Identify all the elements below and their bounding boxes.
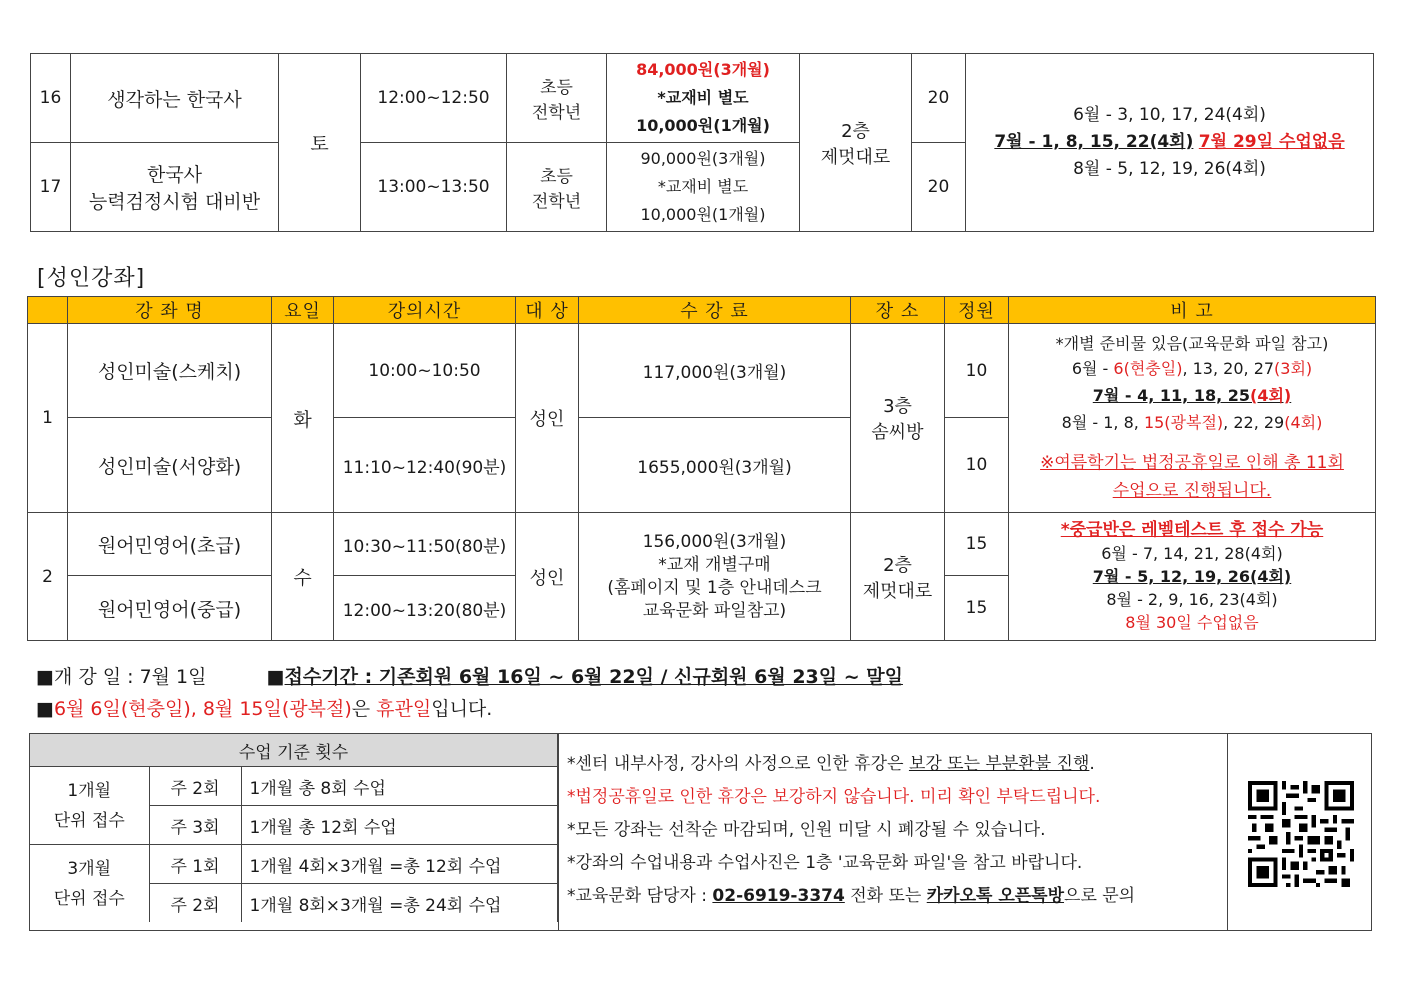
label-line: 1개월 [67,780,112,801]
count-desc: 1개월 총 12회 수업 [241,806,558,845]
frequency: 주 2회 [149,767,241,806]
contact-phone[interactable]: 02-6919-3374 [712,886,845,906]
course-time: 12:00~12:50 [361,54,507,143]
fee-line: 84,000원(3개월) [636,60,770,79]
fee-line: *교재비 별도 [657,177,749,196]
place-line: 2층 [883,554,912,576]
note-june-holiday: 6(현충일) [1113,359,1183,378]
note-line: 6월 - 3, 10, 17, 24(4회) [1073,105,1266,125]
note-line: 6월 - 7, 14, 21, 28(4회) [1101,544,1283,563]
youth-course-table [30,53,1374,232]
fee-line: 10,000원(1개월) [636,116,770,135]
info-box [29,733,1372,931]
course-day: 수 [272,513,334,641]
course-note [1009,513,1376,641]
course-capacity: 20 [912,54,966,143]
target-line: 전학년 [531,103,582,123]
header-cell: 강 좌 명 [68,297,272,324]
header-cell: 요일 [272,297,334,324]
class-count-title: 수업 기준 횟수 [30,734,558,767]
note-line: 수업으로 진행됩니다. [1112,481,1272,501]
notice-block [36,661,903,725]
note-august-count: (4회) [1284,413,1323,432]
table-row [30,767,558,806]
fee-line: *교재 개별구매 [658,554,771,575]
course-target [507,143,607,232]
fee-line: 교육문화 파일참고) [642,600,787,621]
table-row [28,513,1376,576]
course-target: 성인 [516,513,579,641]
note-line [970,129,1369,156]
course-fee: 1655,000원(3개월) [579,418,851,513]
note-line: ※여름학기는 법정공휴일로 인해 총 11회 [1040,453,1344,473]
guide-line: *법정공휴일로 인한 휴강은 보강하지 않습니다. 미리 확인 부탁드립니다. [567,787,1101,807]
holiday-text-end: 입니다. [431,698,493,720]
name-line: 능력검정시험 대비반 [88,191,261,213]
course-time: 10:30~11:50(80분) [334,513,516,576]
table-row [28,324,1376,418]
guide-line [567,880,1227,913]
place-line: 3층 [883,396,912,417]
course-number: 17 [31,143,71,232]
place-line: 제멋대로 [862,580,933,602]
note-line: *중급반은 레벨테스트 후 접수 가능 [1060,520,1324,540]
frequency: 주 1회 [149,845,241,884]
note-line: 8월 - 5, 12, 19, 26(4회) [1073,159,1266,179]
course-name: 원어민영어(초급) [68,513,272,576]
note-july-no-class: 7월 29일 수업없음 [1198,132,1345,152]
notice-line [36,661,903,693]
count-desc: 1개월 총 8회 수업 [241,767,558,806]
section-title: [성인강좌] [37,266,146,291]
course-place [851,513,945,641]
fee-line: 10,000원(1개월) [640,205,766,224]
guide-line: *강좌의 수업내용과 수업사진은 1층 '교육문화 파일'을 참고 바랍니다. [567,853,1083,873]
target-line: 전학년 [531,192,582,212]
header-cell: 대 상 [516,297,579,324]
course-capacity: 15 [945,576,1009,641]
target-line: 초등 [540,167,573,187]
note-line: *개별 준비물 있음(교육문화 파일 참고) [1055,334,1329,353]
table-row [31,54,1374,143]
note-line: 7월 - 5, 12, 19, 26(4회) [1092,567,1292,586]
course-name [71,143,279,232]
course-target [507,54,607,143]
course-target: 성인 [516,324,579,513]
note-august: 8월 - 1, 8, [1061,413,1144,432]
count-desc: 1개월 8회×3개월 =총 24회 수업 [241,884,558,923]
quarterly-label [30,845,149,923]
course-capacity: 10 [945,324,1009,418]
name-line: 한국사 [146,164,203,186]
kakao-open-chat-link[interactable]: 카카오톡 오픈톡방 [926,886,1065,906]
guide-text: *교육문화 담당자 : [567,886,713,906]
course-capacity: 15 [945,513,1009,576]
header-cell-blank [28,297,68,324]
course-day: 화 [272,324,334,513]
holiday-closed: 휴관일 [376,698,432,720]
header-cell: 비 고 [1009,297,1376,324]
course-number: 16 [31,54,71,143]
opening-date: 개 강 일 : 7월 1일 [53,666,207,688]
note-june-dates: , 13, 20, 27 [1182,359,1275,378]
holiday-text: 은 [351,698,377,720]
label-line: 단위 접수 [53,888,125,909]
guide-text: 전화 또는 [844,886,927,906]
place-line: 솜씨방 [871,422,924,443]
header-cell: 정원 [945,297,1009,324]
note-line [1013,356,1371,381]
course-name: 생각하는 한국사 [71,54,279,143]
course-day: 토 [279,54,361,232]
course-name: 성인미술(서양화) [68,418,272,513]
place-line: 제멋대로 [820,146,891,168]
fee-line: (홈페이지 및 1층 안내데스크 [607,577,822,598]
qr-code-icon[interactable] [1248,781,1354,887]
class-count-table [30,734,558,922]
guide-makeup-refund: 보강 또는 부분환불 진행 [908,754,1090,774]
course-fee: 117,000원(3개월) [579,324,851,418]
table-header-row [28,297,1376,324]
course-note [1009,324,1376,513]
header-cell: 장 소 [851,297,945,324]
course-fee [579,513,851,641]
course-number: 1 [28,324,68,513]
frequency: 주 3회 [149,806,241,845]
course-time: 10:00~10:50 [334,324,516,418]
note-line [1013,410,1371,435]
note-line: 8월 30일 수업없음 [1125,613,1259,632]
course-capacity: 10 [945,418,1009,513]
note-july-schedule: 7월 - 1, 8, 15, 22(4회) [994,132,1194,152]
course-time: 11:10~12:40(90분) [334,418,516,513]
bullet: ■ [36,698,54,720]
note-july: 7월 - 4, 11, 18, 25 [1092,386,1251,405]
note-june-count: (3회) [1274,359,1313,378]
bullet: ■ [36,666,54,688]
note-line: 8월 - 2, 9, 16, 23(4회) [1106,590,1278,609]
course-time: 13:00~13:50 [361,143,507,232]
monthly-label [30,767,149,845]
course-fee [607,143,800,232]
course-number: 2 [28,513,68,641]
place-line: 2층 [841,120,870,142]
target-line: 초등 [540,78,573,98]
course-name: 원어민영어(중급) [68,576,272,641]
registration-period: 접수기간 : 기존회원 6월 16일 ~ 6월 22일 / 신규회원 6월 23일 ~ 말일 [284,666,903,688]
note-august-holiday: 15(광복절) [1143,413,1224,432]
course-name: 성인미술(스케치) [68,324,272,418]
note-july-count: (4회) [1250,386,1292,405]
note-august-dates: , 22, 29 [1223,413,1285,432]
course-capacity: 20 [912,143,966,232]
course-time: 12:00~13:20(80분) [334,576,516,641]
fee-line: 90,000원(3개월) [640,149,766,168]
holiday-dates: 6월 6일(현충일), 8월 15일(광복절) [53,698,352,720]
guide-text: . [1089,754,1095,774]
fee-line: 156,000원(3개월) [642,531,787,552]
note-june: 6월 - [1071,359,1114,378]
label-line: 3개월 [67,858,112,879]
header-cell: 수 강 료 [579,297,851,324]
notice-line [36,693,903,725]
guide-text: *센터 내부사정, 강사의 사정으로 인한 휴강은 [567,754,909,774]
guide-line [567,748,1227,781]
frequency: 주 2회 [149,884,241,923]
fee-line: *교재비 별도 [657,88,749,107]
note-line [1013,383,1371,408]
course-place [851,324,945,513]
header-cell: 강의시간 [334,297,516,324]
guide-line: *모든 강좌는 선착순 마감되며, 인원 미달 시 폐강될 수 있습니다. [567,820,1046,840]
guide-text: 으로 문의 [1064,886,1136,906]
guide-notes [558,734,1228,930]
table-row [30,845,558,884]
bullet: ■ [266,666,285,688]
course-place [800,54,912,232]
label-line: 단위 접수 [53,810,125,831]
course-note [966,54,1374,232]
count-desc: 1개월 4회×3개월 =총 12회 수업 [241,845,558,884]
course-fee [607,54,800,143]
adult-course-table [27,296,1376,641]
